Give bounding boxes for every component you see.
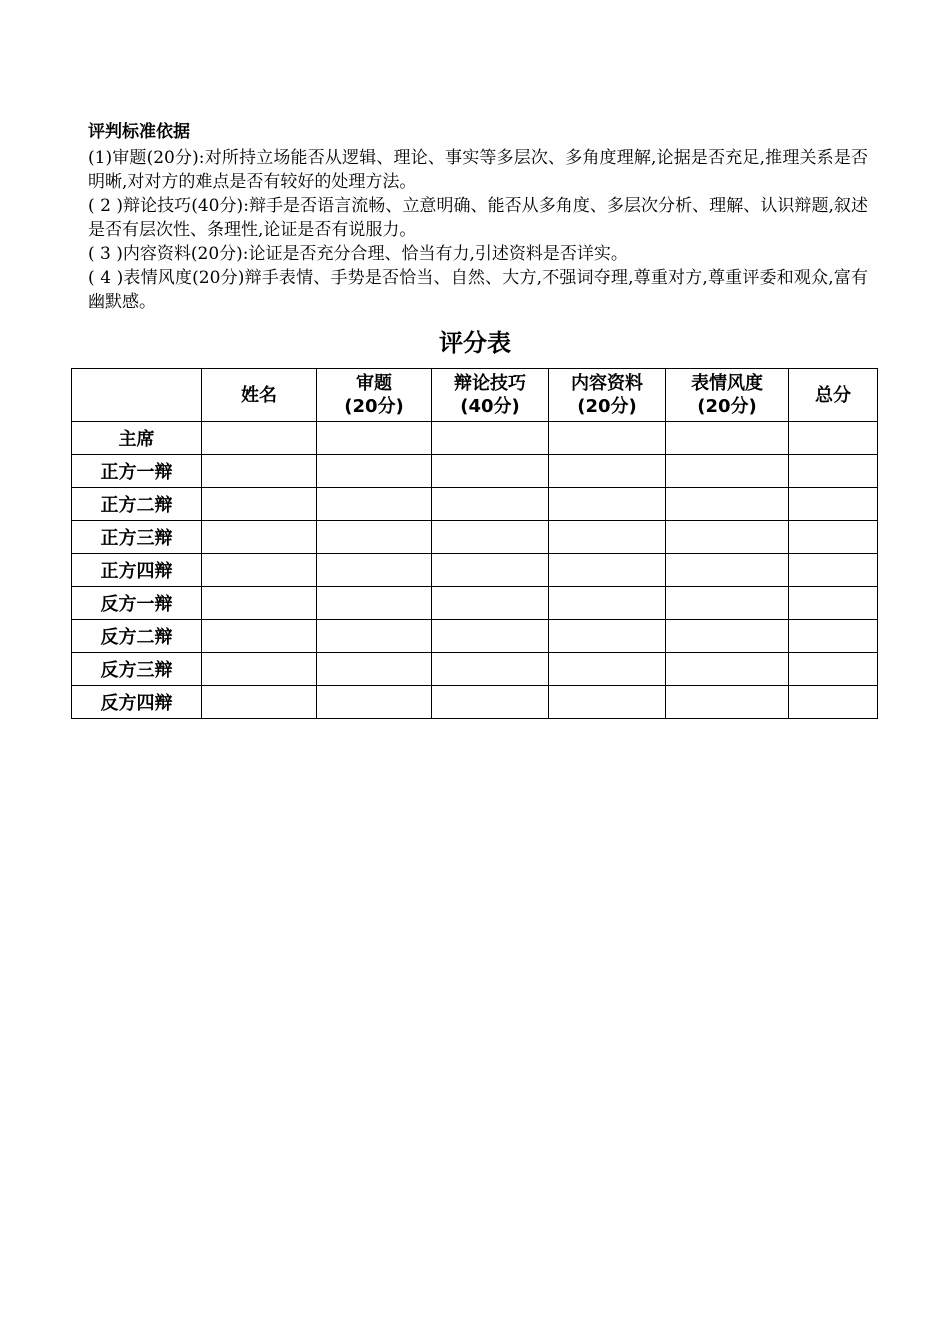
criterion-3: ( 3 )内容资料(20分):论证是否充分合理、恰当有力,引述资料是否详实。 (88, 244, 628, 264)
topic-score-cell[interactable] (317, 686, 432, 719)
header-debate-skill (432, 369, 549, 422)
name-cell[interactable] (202, 620, 317, 653)
score-table-body (72, 422, 878, 719)
table-row (72, 422, 878, 455)
demeanor-score-cell[interactable] (666, 521, 789, 554)
skill-score-cell[interactable] (432, 554, 549, 587)
header-label: 辩论技巧 (454, 373, 526, 394)
row-role-label: 正方三辩 (72, 521, 202, 554)
table-row (72, 686, 878, 719)
criterion-4: ( 4 )表情风度(20分)辩手表情、手势是否恰当、自然、大方,不强词夺理,尊重对方,尊重评委和观众,富有幽默感。 (88, 268, 868, 312)
content-score-cell[interactable] (549, 620, 666, 653)
name-cell[interactable] (202, 587, 317, 620)
topic-score-cell[interactable] (317, 554, 432, 587)
content-score-cell[interactable] (549, 686, 666, 719)
criteria-section (88, 118, 868, 314)
table-row (72, 521, 878, 554)
header-label: 内容资料 (571, 373, 643, 394)
skill-score-cell[interactable] (432, 422, 549, 455)
table-row (72, 488, 878, 521)
topic-score-cell[interactable] (317, 488, 432, 521)
row-role-label: 反方三辩 (72, 653, 202, 686)
skill-score-cell[interactable] (432, 587, 549, 620)
total-score-cell[interactable] (789, 521, 878, 554)
header-points: (40分) (460, 396, 520, 417)
total-score-cell[interactable] (789, 686, 878, 719)
criteria-heading: 评判标准依据 (88, 122, 190, 142)
content-score-cell[interactable] (549, 455, 666, 488)
row-role-label: 反方四辩 (72, 686, 202, 719)
row-role-label: 反方一辩 (72, 587, 202, 620)
skill-score-cell[interactable] (432, 653, 549, 686)
skill-score-cell[interactable] (432, 620, 549, 653)
content-score-cell[interactable] (549, 521, 666, 554)
total-score-cell[interactable] (789, 620, 878, 653)
row-role-label: 正方四辩 (72, 554, 202, 587)
row-role-label: 正方一辩 (72, 455, 202, 488)
total-score-cell[interactable] (789, 587, 878, 620)
demeanor-score-cell[interactable] (666, 422, 789, 455)
demeanor-score-cell[interactable] (666, 455, 789, 488)
header-points: (20分) (577, 396, 637, 417)
content-score-cell[interactable] (549, 488, 666, 521)
skill-score-cell[interactable] (432, 521, 549, 554)
demeanor-score-cell[interactable] (666, 620, 789, 653)
table-row (72, 455, 878, 488)
criterion-2: ( 2 )辩论技巧(40分):辩手是否语言流畅、立意明确、能否从多角度、多层次分析、理解、认识辩题,叙述是否有层次性、条理性,论证是否有说服力。 (88, 196, 868, 240)
header-points: (20分) (697, 396, 757, 417)
total-score-cell[interactable] (789, 488, 878, 521)
topic-score-cell[interactable] (317, 422, 432, 455)
header-points: (20分) (344, 396, 404, 417)
name-cell[interactable] (202, 422, 317, 455)
header-topic (317, 369, 432, 422)
topic-score-cell[interactable] (317, 620, 432, 653)
content-score-cell[interactable] (549, 587, 666, 620)
demeanor-score-cell[interactable] (666, 488, 789, 521)
criterion-1: (1)审题(20分):对所持立场能否从逻辑、理论、事实等多层次、多角度理解,论据是否充足,推理关系是否明晰,对对方的难点是否有较好的处理方法。 (88, 148, 868, 192)
header-label: 总分 (815, 384, 851, 406)
content-score-cell[interactable] (549, 554, 666, 587)
table-title: 评分表 (439, 328, 511, 357)
table-row (72, 587, 878, 620)
header-total (789, 369, 878, 422)
demeanor-score-cell[interactable] (666, 686, 789, 719)
score-table (71, 368, 878, 719)
header-content (549, 369, 666, 422)
table-row (72, 653, 878, 686)
header-name (202, 369, 317, 422)
topic-score-cell[interactable] (317, 653, 432, 686)
header-label: 审题 (356, 373, 392, 394)
skill-score-cell[interactable] (432, 488, 549, 521)
demeanor-score-cell[interactable] (666, 587, 789, 620)
name-cell[interactable] (202, 521, 317, 554)
demeanor-score-cell[interactable] (666, 653, 789, 686)
table-row (72, 620, 878, 653)
total-score-cell[interactable] (789, 455, 878, 488)
header-row (72, 369, 878, 422)
total-score-cell[interactable] (789, 653, 878, 686)
row-role-label: 主席 (72, 422, 202, 455)
row-role-label: 正方二辩 (72, 488, 202, 521)
header-blank (72, 369, 202, 422)
name-cell[interactable] (202, 455, 317, 488)
total-score-cell[interactable] (789, 422, 878, 455)
name-cell[interactable] (202, 554, 317, 587)
name-cell[interactable] (202, 488, 317, 521)
name-cell[interactable] (202, 653, 317, 686)
name-cell[interactable] (202, 686, 317, 719)
skill-score-cell[interactable] (432, 686, 549, 719)
table-row (72, 554, 878, 587)
skill-score-cell[interactable] (432, 455, 549, 488)
topic-score-cell[interactable] (317, 587, 432, 620)
content-score-cell[interactable] (549, 653, 666, 686)
content-score-cell[interactable] (549, 422, 666, 455)
header-label: 表情风度 (691, 373, 763, 394)
header-label: 姓名 (241, 384, 277, 406)
row-role-label: 反方二辩 (72, 620, 202, 653)
total-score-cell[interactable] (789, 554, 878, 587)
topic-score-cell[interactable] (317, 455, 432, 488)
demeanor-score-cell[interactable] (666, 554, 789, 587)
header-demeanor (666, 369, 789, 422)
topic-score-cell[interactable] (317, 521, 432, 554)
